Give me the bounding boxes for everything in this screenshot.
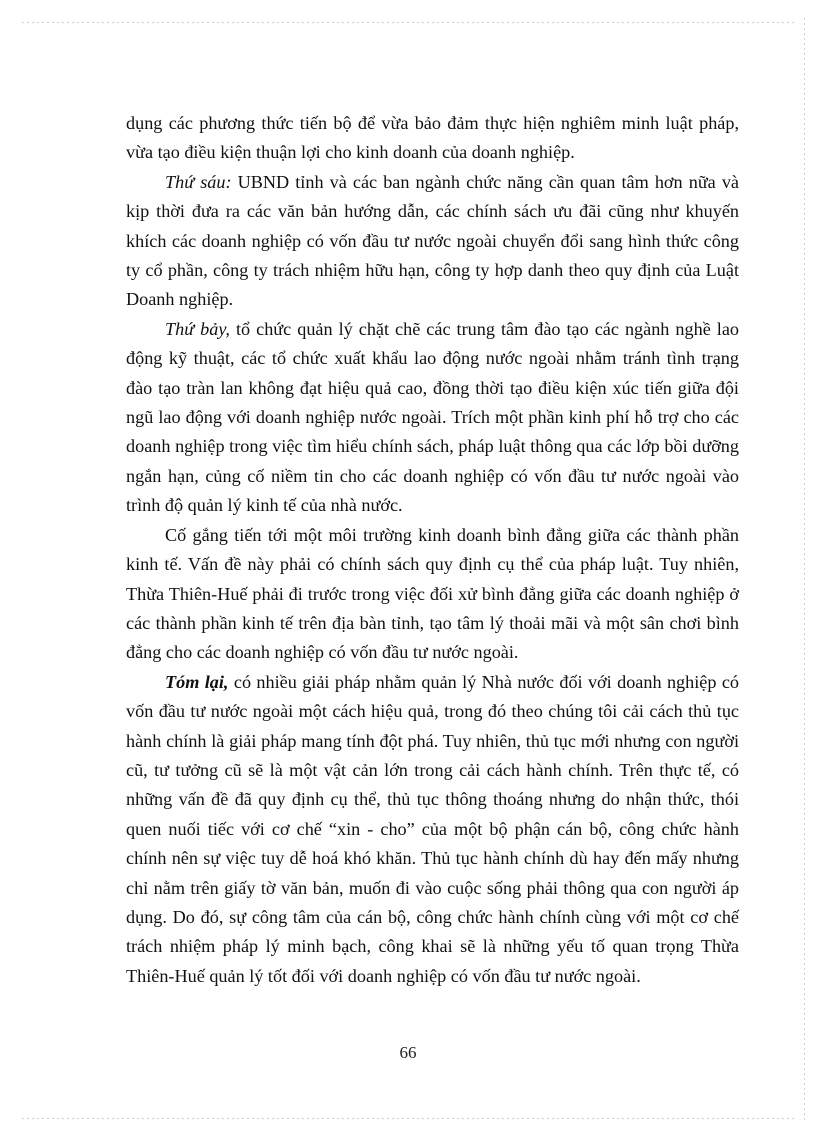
paragraph-text: dụng các phương thức tiến bộ để vừa bảo đảm thực hiện nghiêm minh luật pháp, vừa tạo điều kiện thuận lợi cho kinh doanh của doanh nghiệp. [126, 113, 739, 163]
paragraph-text: có nhiều giải pháp nhằm quản lý Nhà nước đối với doanh nghiệp có vốn đầu tư nước ngoài một cách hiệu quả, trong đó theo chúng tôi cải cách thủ tục hành chính là giải pháp mang tính đột phá. Tuy nhiên, thủ tục mới nhưng con người cũ, tư tưởng cũ sẽ là một vật cản lớn trong cải cách hành chính. Trên thực tế, có những vấn đề đã quy định cụ thể, thủ tục thông thoáng nhưng do nhận thức, thói quen nuối tiếc với cơ chế “xin - cho” của một bộ phận cán bộ, công chức hành chính nên sự việc tuy dễ hoá khó khăn. Thủ tục hành chính dù hay đến mấy nhưng chỉ nằm trên giấy tờ văn bản, muốn đi vào cuộc sống phải thông qua con người áp dụng. Do đó, sự công tâm của cán bộ, công chức hành chính cùng với một cơ chế trách nhiệm pháp lý minh bạch, công khai sẽ là những yếu tố quan trọng Thừa Thiên-Huế quản lý tốt đối với doanh nghiệp có vốn đầu tư nước ngoài. [126, 671, 739, 986]
paragraph-continuation [126, 109, 739, 168]
page-number: 66 [399, 1043, 417, 1062]
paragraph-text: UBND tỉnh và các ban ngành chức năng cần quan tâm hơn nữa và kịp thời đưa ra các văn bản hướng dẫn, các chính sách ưu đãi cũng như khuyến khích các doanh nghiệp có vốn đầu tư nước ngoài chuyển đổi sang hình thức công ty cổ phần, công ty trách nhiệm hữu hạn, công ty hợp danh theo quy định của Luật Doanh nghiệp. [126, 171, 740, 310]
paragraph-text: tổ chức quản lý chặt chẽ các trung tâm đào tạo các ngành nghề lao động kỹ thuật, các tổ chức xuất khẩu lao động nước ngoài nhằm tránh tình trạng đào tạo tràn lan không đạt hiệu quả cao, đồng thời tạo điều kiện xúc tiến giữa đội ngũ lao động với doanh nghiệp nước ngoài. Trích một phần kinh phí hỗ trợ cho các doanh nghiệp trong việc tìm hiểu chính sách, pháp luật thông qua các lớp bồi dưỡng ngắn hạn, củng cố niềm tin cho các doanh nghiệp có vốn đầu tư nước ngoài vào trình độ quản lý kinh tế của nhà nước. [126, 318, 740, 516]
paragraph-thu-bay [126, 315, 739, 521]
paragraph-text: Cố gắng tiến tới một môi trường kinh doanh bình đẳng giữa các thành phần kinh tế. Vấn đề này phải có chính sách quy định cụ thể của pháp luật. Tuy nhiên, Thừa Thiên-Huế phải đi trước trong việc đối xử bình đẳng giữa các doanh nghiệp ở các thành phần kinh tế trên địa bàn tỉnh, tạo tâm lý thoải mãi và một sân chơi bình đẳng cho các doanh nghiệp có vốn đầu tư nước ngoài. [126, 524, 739, 663]
paragraph-conclusion [126, 668, 739, 991]
paragraph-lead: Thứ sáu: [165, 171, 232, 192]
paragraph-thu-sau [126, 168, 739, 315]
paragraph-lead: Tóm lại, [165, 671, 229, 692]
paragraph-equal-environment [126, 521, 739, 668]
paragraph-lead: Thứ bảy, [165, 318, 230, 339]
page-border-top [22, 22, 794, 23]
document-body [126, 109, 739, 991]
page-border-bottom [22, 1118, 794, 1119]
page-border-right [804, 18, 805, 1123]
